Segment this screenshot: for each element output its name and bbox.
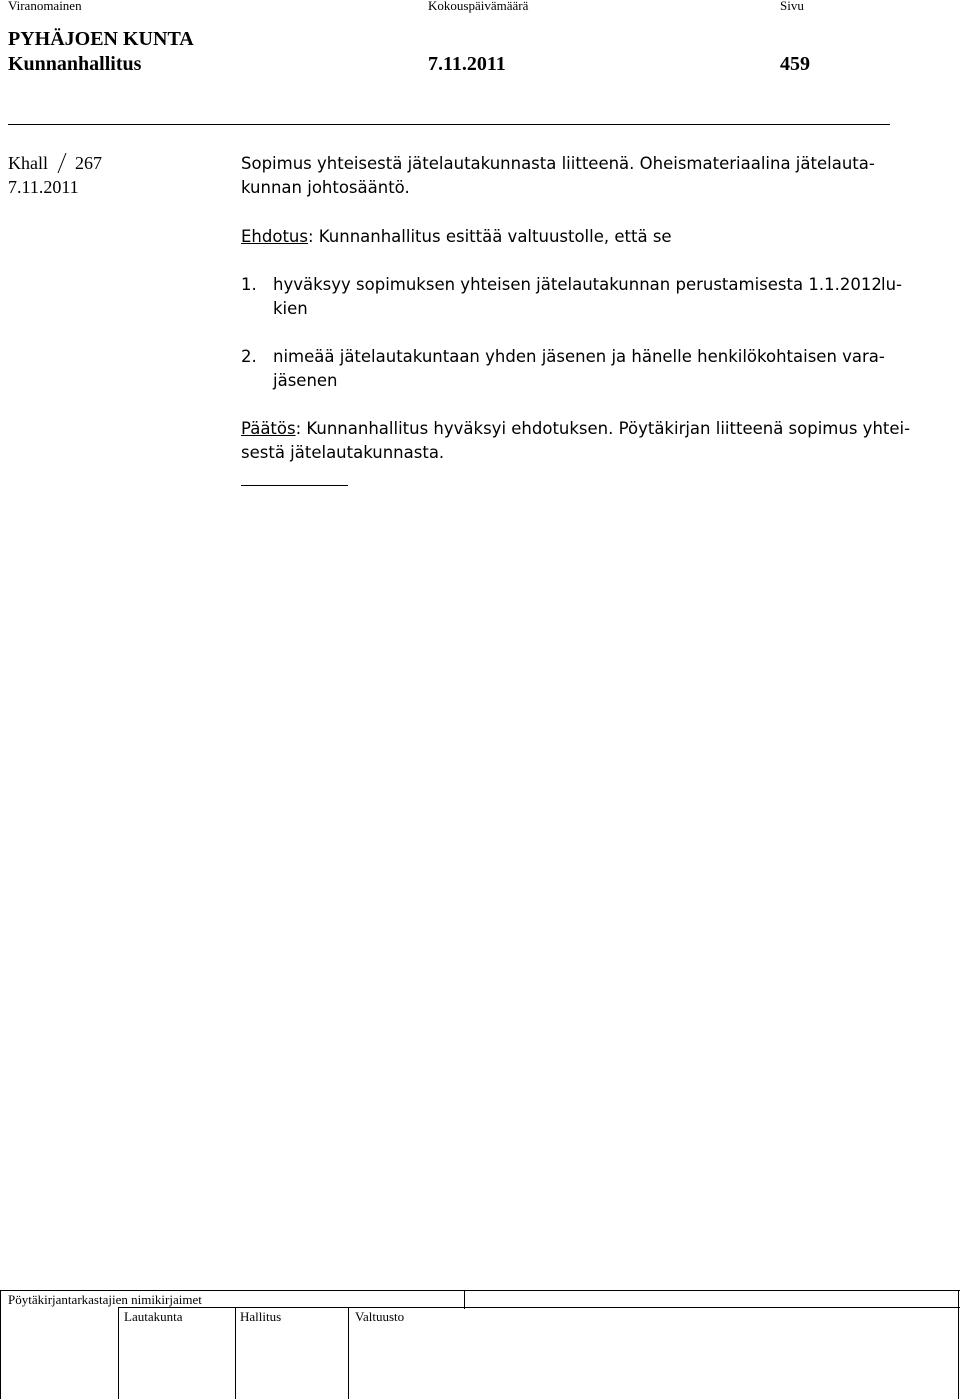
item-2-line2: jäsenen [273, 371, 338, 390]
section-ref-number: 267 [75, 153, 102, 173]
section-intro-line1: Sopimus yhteisestä jätelautakunnasta liitteenä. Oheismateriaalina jätelauta- [241, 154, 875, 173]
header-org-name: PYHÄJOEN KUNTA [8, 28, 194, 50]
item-2-line1: nimeää jätelautakuntaan yhden jäsenen ja hänelle henkilökohtaisen vara- [273, 347, 885, 366]
section-ref [8, 152, 102, 174]
header-page-label: Sivu [780, 0, 804, 13]
section-ref-date: 7.11.2011 [8, 177, 79, 197]
proposal-text: : Kunnanhallitus esittää valtuustolle, että se [307, 227, 672, 246]
proposal-paragraph [241, 227, 672, 246]
footer-col-council: Lautakunta [124, 1309, 183, 1324]
footer-col-divider-1 [118, 1307, 119, 1399]
header-meeting-date: 7.11.2011 [428, 53, 506, 75]
header-body-name: Kunnanhallitus [8, 53, 142, 75]
item-1-number: 1. [241, 275, 257, 294]
header-authority-label: Viranomainen [8, 0, 82, 13]
footer-col-board: Hallitus [240, 1309, 282, 1324]
footer-col-divider-2 [235, 1307, 236, 1399]
footer-col-divider-3 [348, 1307, 349, 1399]
section-end-rule [241, 485, 348, 486]
header-page-number: 459 [780, 53, 810, 75]
decision-paragraph [241, 419, 910, 438]
item-1-line1-end: lu- [881, 275, 902, 294]
footer-title: Pöytäkirjantarkastajien nimikirjaimet [8, 1292, 202, 1307]
header-divider [8, 124, 890, 125]
footer-top-border [0, 1290, 960, 1291]
item-2-number: 2. [241, 347, 257, 366]
footer-mid-border [118, 1307, 960, 1308]
proposal-label: Ehdotus [241, 227, 308, 246]
footer-left-border [0, 1290, 1, 1399]
footer-col-assembly: Valtuusto [355, 1309, 405, 1324]
section-ref-prefix: Khall [8, 153, 48, 173]
item-1-line2: kien [273, 299, 308, 318]
decision-label: Päätös [241, 419, 296, 438]
section-intro-line2: kunnan johtosääntö. [241, 178, 410, 197]
decision-line2: sestä jätelautakunnasta. [241, 443, 445, 462]
header-meeting-date-label: Kokouspäivämäärä [428, 0, 529, 13]
decision-line1: : Kunnanhallitus hyväksyi ehdotuksen. Pöytäkirjan liitteenä sopimus yhtei- [295, 419, 911, 438]
section-mark-icon [55, 152, 69, 174]
item-1-line1: hyväksyy sopimuksen yhteisen jätelautakunnan perustamisesta 1.1.2012 [273, 275, 882, 294]
